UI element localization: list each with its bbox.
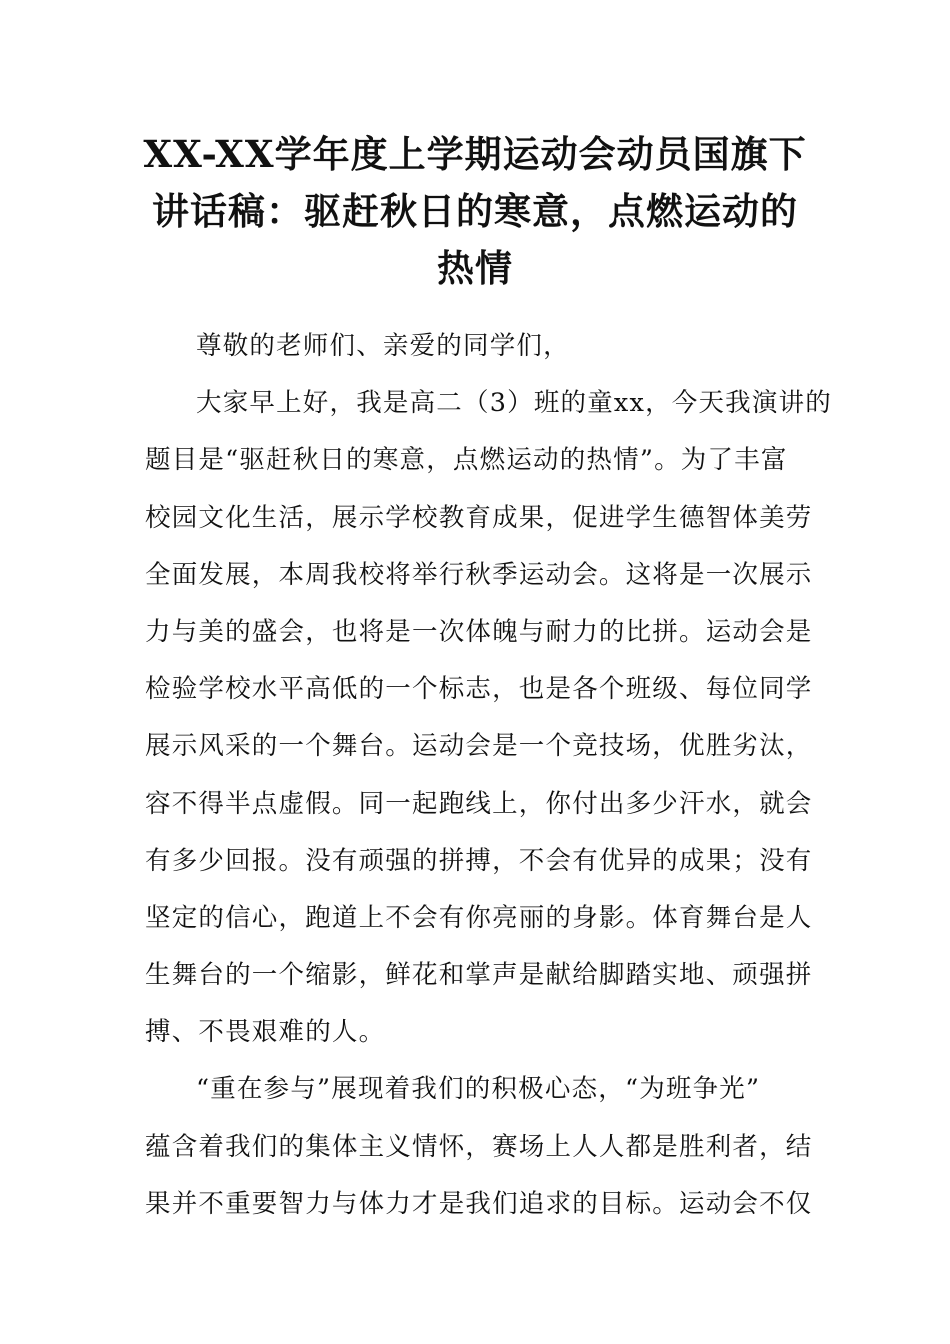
title-line: 讲话稿：驱赶秋日的寒意，点燃运动的 <box>152 189 798 233</box>
body-line: 坚定的信心，跑道上不会有你亮丽的身影。体育舞台是人 <box>145 902 813 933</box>
body-line: 有多少回报。没有顽强的拼搏，不会有优异的成果；没有 <box>145 845 813 876</box>
body-line: 生舞台的一个缩影，鲜花和掌声是献给脚踏实地、顽强拼 <box>145 960 813 991</box>
body-line: 全面发展，本周我校将举行秋季运动会。这将是一次展示 <box>145 559 813 590</box>
document-body <box>145 318 832 1233</box>
document-title <box>120 126 830 297</box>
salutation: 尊敬的老师们、亲爱的同学们， <box>196 331 570 361</box>
title-line: 热情 <box>437 246 513 290</box>
body-line: 检验学校水平高低的一个标志，也是各个班级、每位同学 <box>145 674 813 705</box>
body-line: 大家早上好，我是高二（3）班的童xx，今天我演讲的 <box>196 388 832 419</box>
body-line: 搏、不畏艰难的人。 <box>145 1017 386 1048</box>
body-line: 果并不重要智力与体力才是我们追求的目标。运动会不仅 <box>145 1188 813 1219</box>
body-line: 展示风采的一个舞台。运动会是一个竞技场，优胜劣汰， <box>145 731 813 762</box>
body-line: 题目是“驱赶秋日的寒意，点燃运动的热情”。为了丰富 <box>145 445 788 476</box>
body-line: 校园文化生活，展示学校教育成果，促进学生德智体美劳 <box>145 502 813 533</box>
body-line: 蕴含着我们的集体主义情怀，赛场上人人都是胜利者，结 <box>145 1131 813 1162</box>
body-line: 容不得半点虚假。同一起跑线上，你付出多少汗水，就会 <box>145 788 813 819</box>
title-line: XX-XX学年度上学期运动会动员国旗下 <box>143 132 807 176</box>
body-line: “重在参与”展现着我们的积极心态，“为班争光” <box>196 1074 761 1105</box>
body-line: 力与美的盛会，也将是一次体魄与耐力的比拼。运动会是 <box>145 616 813 647</box>
